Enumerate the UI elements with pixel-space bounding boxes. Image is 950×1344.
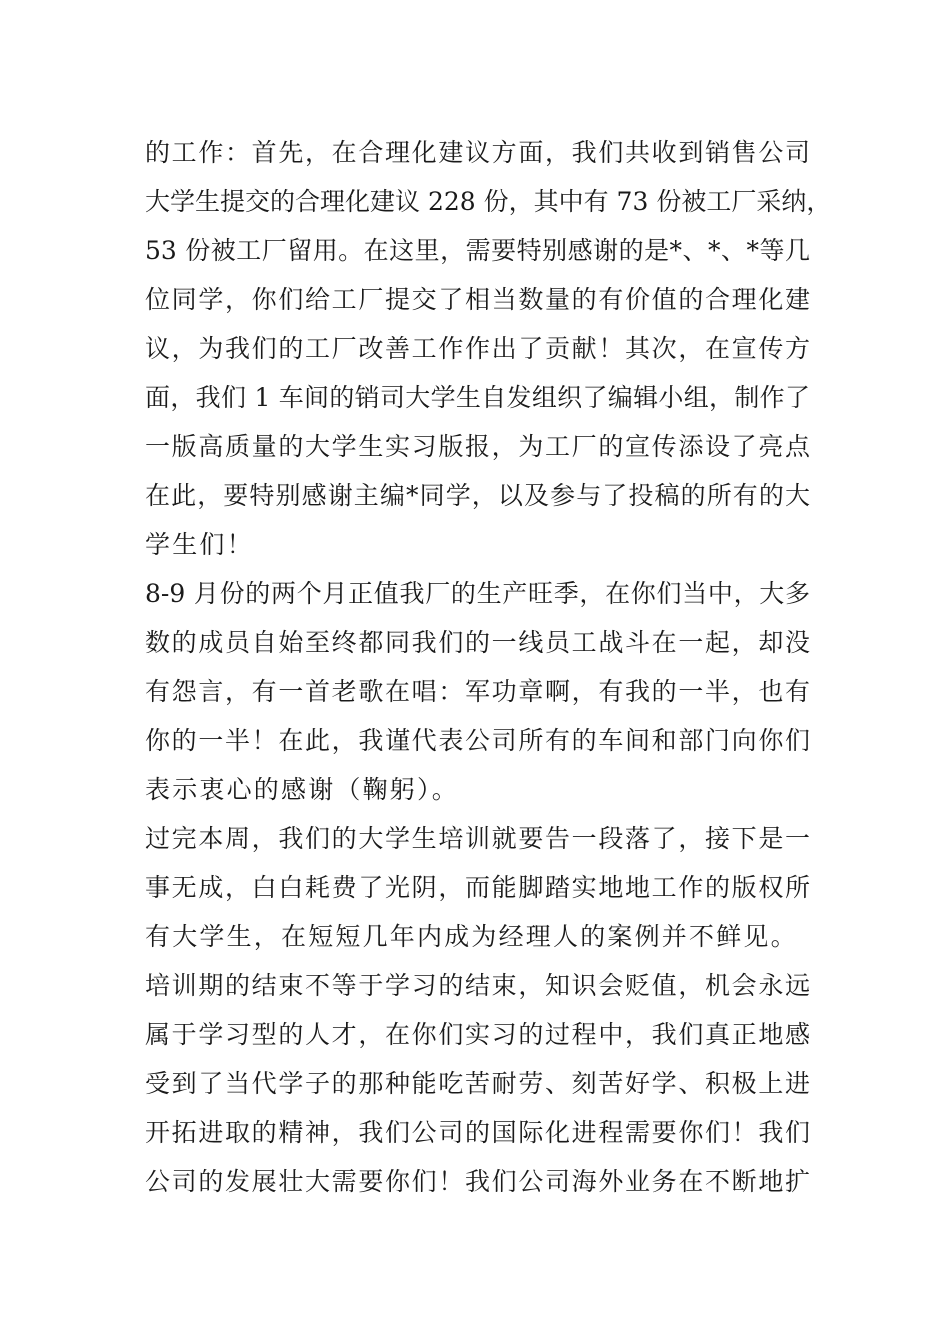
text-line: 一版高质量的大学生实习版报，为工厂的宣传添设了亮点 xyxy=(145,432,810,461)
text-line: 议，为我们的工厂改善工作作出了贡献！其次，在宣传方 xyxy=(145,334,810,363)
text-line: 在此，要特别感谢主编*同学，以及参与了投稿的所有的大 xyxy=(145,481,810,510)
text-line: 培训期的结束不等于学习的结束，知识会贬值，机会永远 xyxy=(145,971,810,1000)
text-line: 过完本周，我们的大学生培训就要告一段落了，接下是一 xyxy=(145,824,810,853)
text-line: 你的一半！在此，我谨代表公司所有的车间和部门向你们 xyxy=(145,726,810,755)
text-line: 的工作：首先，在合理化建议方面，我们共收到销售公司 xyxy=(145,138,810,167)
text-line: 位同学，你们给工厂提交了相当数量的有价值的合理化建 xyxy=(145,285,810,314)
document-body xyxy=(145,128,832,1206)
text-line: 有怨言，有一首老歌在唱：军功章啊，有我的一半，也有 xyxy=(145,677,810,706)
text-line: 有大学生，在短短几年内成为经理人的案例并不鲜见。 xyxy=(145,922,798,951)
text-line: 大学生提交的合理化建议 228 份，其中有 73 份被工厂采纳， xyxy=(145,187,832,216)
text-line: 8-9 月份的两个月正值我厂的生产旺季，在你们当中，大多 xyxy=(145,579,810,608)
text-line: 属于学习型的人才，在你们实习的过程中，我们真正地感 xyxy=(145,1020,810,1049)
text-line: 表示衷心的感谢（鞠躬）。 xyxy=(145,775,459,804)
text-line: 受到了当代学子的那种能吃苦耐劳、刻苦好学、积极上进 xyxy=(145,1069,810,1098)
text-line: 面，我们 1 车间的销司大学生自发组织了编辑小组，制作了 xyxy=(145,383,810,412)
text-line: 开拓进取的精神，我们公司的国际化进程需要你们！我们 xyxy=(145,1118,810,1147)
text-line: 数的成员自始至终都同我们的一线员工战斗在一起，却没 xyxy=(145,628,810,657)
text-line: 53 份被工厂留用。在这里，需要特别感谢的是*、*、*等几 xyxy=(145,236,810,265)
text-line: 公司的发展壮大需要你们！我们公司海外业务在不断地扩 xyxy=(145,1167,810,1196)
text-line: 事无成，白白耗费了光阴，而能脚踏实地地工作的版权所 xyxy=(145,873,810,902)
text-line: 学生们！ xyxy=(145,530,254,559)
